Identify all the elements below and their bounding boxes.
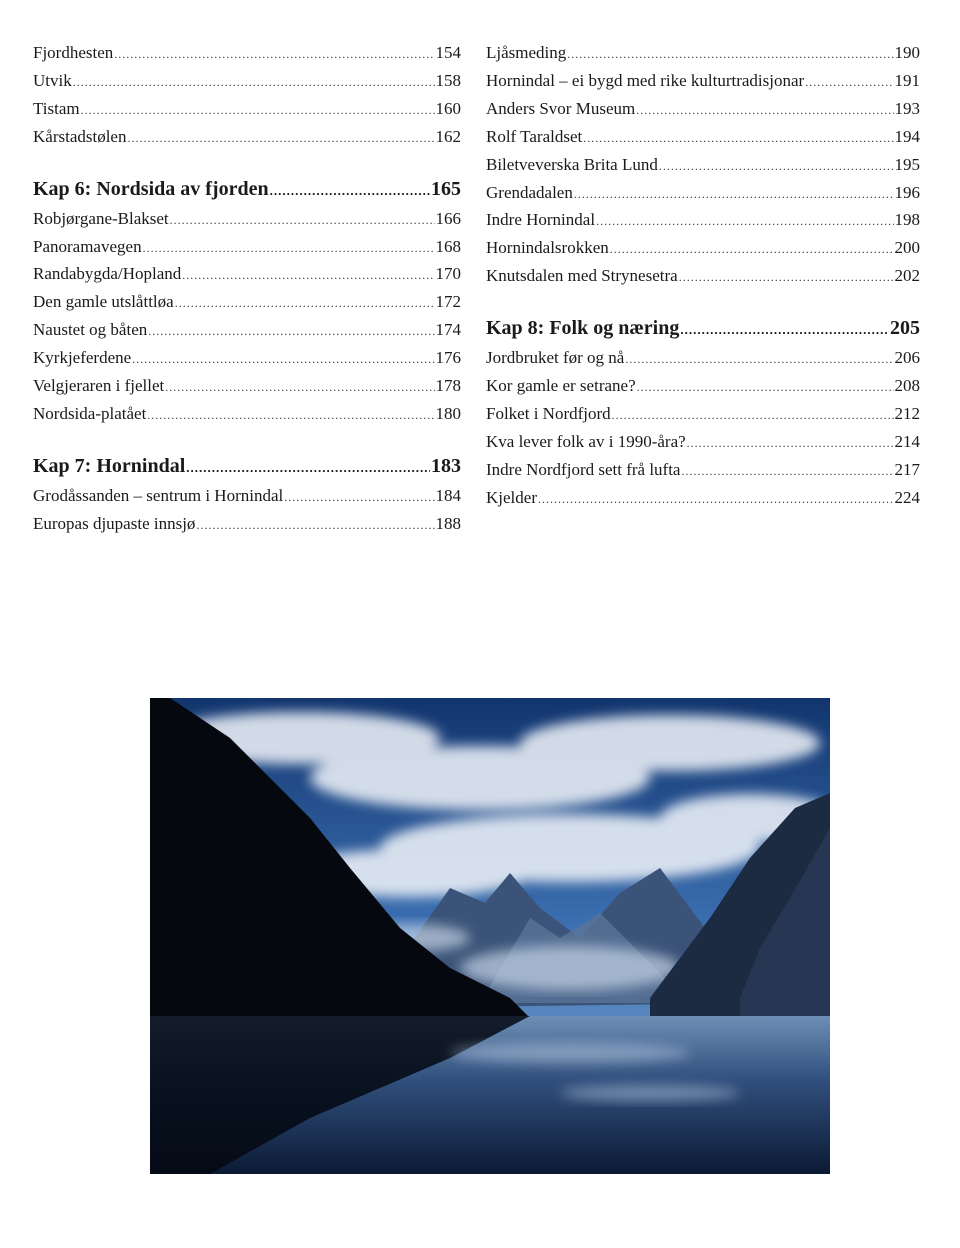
toc-entry-title: Folket i Nordfjord (486, 403, 611, 423)
dot-leader (687, 430, 894, 457)
toc-entry (486, 429, 920, 457)
toc-entry (33, 96, 461, 124)
toc-entry-title: Knutsdalen med Strynesetra (486, 266, 678, 286)
toc-entry-title: Grendadalen (486, 182, 573, 202)
toc-entry-title: Panoramavegen (33, 236, 142, 256)
toc-entry-title: Rolf Taraldset (486, 126, 583, 146)
dot-leader (625, 346, 893, 373)
toc-entry (486, 401, 920, 429)
dot-leader (637, 374, 894, 401)
toc-entry-title: Kap 7: Hornindal (33, 454, 186, 477)
dot-leader (612, 402, 894, 429)
toc-entry-title: Hornindalsrokken (486, 238, 609, 258)
dot-leader (596, 208, 893, 235)
toc-entry-title: Kva lever folk av i 1990-åra? (486, 431, 686, 451)
toc-entry (486, 373, 920, 401)
toc-page-number: 194 (894, 126, 920, 146)
toc-entry (486, 235, 920, 263)
toc-entry-title: Kap 8: Folk og næring (486, 317, 680, 340)
toc-page-number: 205 (890, 317, 920, 340)
toc-page-number: 170 (435, 264, 461, 284)
dot-leader (659, 153, 894, 180)
toc-entry-title: Kårstadstølen (33, 126, 127, 146)
toc-page-number: 208 (894, 376, 920, 396)
toc-page-number: 154 (435, 43, 461, 62)
toc-entry-title: Kor gamle er setrane? (486, 376, 636, 396)
toc-entry-title: Kap 6: Nordsida av fjorden (33, 177, 269, 200)
toc-entry-title: Indre Hornindal (486, 210, 596, 230)
toc-page-number: 193 (894, 98, 920, 118)
toc-page-number: 198 (894, 210, 920, 230)
dot-leader (182, 262, 434, 289)
toc-entry (33, 317, 461, 345)
dot-leader (284, 484, 434, 511)
toc-page-number: 160 (435, 98, 461, 118)
toc-entry-title: Robjørgane-Blakset (33, 208, 169, 228)
toc-entry (33, 124, 461, 152)
toc-page-number: 165 (431, 177, 461, 200)
toc-entry (486, 457, 920, 485)
toc-page-number: 176 (435, 348, 461, 368)
toc-page-number: 166 (435, 208, 461, 228)
toc-entry-title: Kyrkjeferdene (33, 348, 132, 368)
toc-page-number: 174 (435, 320, 461, 340)
toc-entry-title: Velgjeraren i fjellet (33, 376, 165, 396)
toc-entry (486, 263, 920, 291)
dot-leader (147, 402, 434, 429)
toc-chapter-heading (33, 451, 461, 483)
toc-page-number: 212 (894, 403, 920, 423)
dot-leader (680, 315, 889, 345)
dot-leader (127, 125, 434, 152)
dot-leader (679, 264, 894, 291)
toc-chapter-heading (33, 174, 461, 206)
toc-page-number: 178 (435, 376, 461, 396)
toc-entry (486, 96, 920, 124)
toc-page-number: 162 (435, 126, 461, 146)
dot-leader (143, 235, 435, 262)
dot-leader (567, 41, 893, 68)
toc-entry-title: Utvik (33, 70, 72, 90)
toc-entry (486, 485, 920, 513)
fjord-photo (150, 698, 830, 1174)
toc-entry (486, 207, 920, 235)
toc-page-number: 206 (894, 348, 920, 368)
dot-leader (170, 207, 435, 234)
dot-leader (114, 41, 434, 68)
dot-leader (196, 512, 434, 539)
dot-leader (132, 346, 434, 373)
toc-entry-title: Den gamle utslåttløa (33, 292, 174, 312)
toc-page-number: 195 (894, 154, 920, 174)
toc-page-number: 217 (894, 459, 920, 479)
toc-left-column (33, 40, 461, 539)
toc-chapter-heading (486, 313, 920, 345)
toc-entry (486, 152, 920, 180)
toc-page-number: 202 (894, 266, 920, 286)
toc-entry-title: Nordsida-platået (33, 403, 147, 423)
toc-entry-title: Randabygda/Hopland (33, 264, 182, 284)
toc-entry (33, 40, 461, 68)
toc-entry-title: Tistam (33, 98, 80, 118)
toc-right-column (486, 40, 920, 513)
toc-page-number: 214 (894, 431, 920, 451)
dot-leader (805, 69, 893, 96)
dot-leader (175, 290, 435, 317)
toc-page-number: 200 (894, 238, 920, 258)
toc-entry (486, 68, 920, 96)
toc-entry (486, 180, 920, 208)
toc-entry (486, 124, 920, 152)
toc-entry (486, 345, 920, 373)
dot-leader (148, 318, 434, 345)
toc-entry-title: Anders Svor Museum (486, 98, 636, 118)
toc-page-number: 168 (435, 236, 461, 256)
dot-leader (165, 374, 434, 401)
dot-leader (681, 458, 893, 485)
dot-leader (538, 486, 894, 513)
dot-leader (81, 97, 435, 124)
toc-entry (33, 234, 461, 262)
toc-page-number: 188 (435, 513, 461, 533)
toc-entry (33, 373, 461, 401)
toc-page-number: 183 (431, 454, 461, 477)
toc-page-number: 158 (435, 70, 461, 90)
dot-leader (636, 97, 893, 124)
toc-page-number: 191 (894, 70, 920, 90)
toc-entry-title: Indre Nordfjord sett frå lufta (486, 459, 681, 479)
toc-page-number: 190 (894, 43, 920, 62)
dot-leader (610, 236, 894, 263)
dot-leader (270, 176, 430, 206)
toc-entry (33, 68, 461, 96)
toc-entry-title: Ljåsmeding (486, 43, 567, 62)
dot-leader (186, 453, 430, 483)
dot-leader (574, 181, 894, 208)
toc-entry-title: Grodåssanden – sentrum i Hornindal (33, 485, 284, 505)
toc-entry (33, 511, 461, 539)
toc-entry (33, 261, 461, 289)
toc-page-number: 172 (435, 292, 461, 312)
toc-entry-title: Fjordhesten (33, 43, 114, 62)
toc-page-number: 184 (435, 485, 461, 505)
toc-entry-title: Naustet og båten (33, 320, 148, 340)
toc-page-number: 196 (894, 182, 920, 202)
toc-page-number: 224 (894, 487, 920, 507)
toc-entry-title: Jordbruket før og nå (486, 348, 625, 368)
toc-entry (33, 345, 461, 373)
toc-entry (33, 289, 461, 317)
toc-entry-title: Biletveverska Brita Lund (486, 154, 658, 174)
toc-entry (486, 40, 920, 68)
dot-leader (583, 125, 893, 152)
toc-entry (33, 483, 461, 511)
toc-entry (33, 206, 461, 234)
toc-entry-title: Kjelder (486, 487, 537, 507)
dot-leader (73, 69, 435, 96)
toc-entry-title: Europas djupaste innsjø (33, 513, 196, 533)
toc-entry-title: Hornindal – ei bygd med rike kulturtradisjonar (486, 70, 805, 90)
toc-entry (33, 401, 461, 429)
toc-page-number: 180 (435, 403, 461, 423)
